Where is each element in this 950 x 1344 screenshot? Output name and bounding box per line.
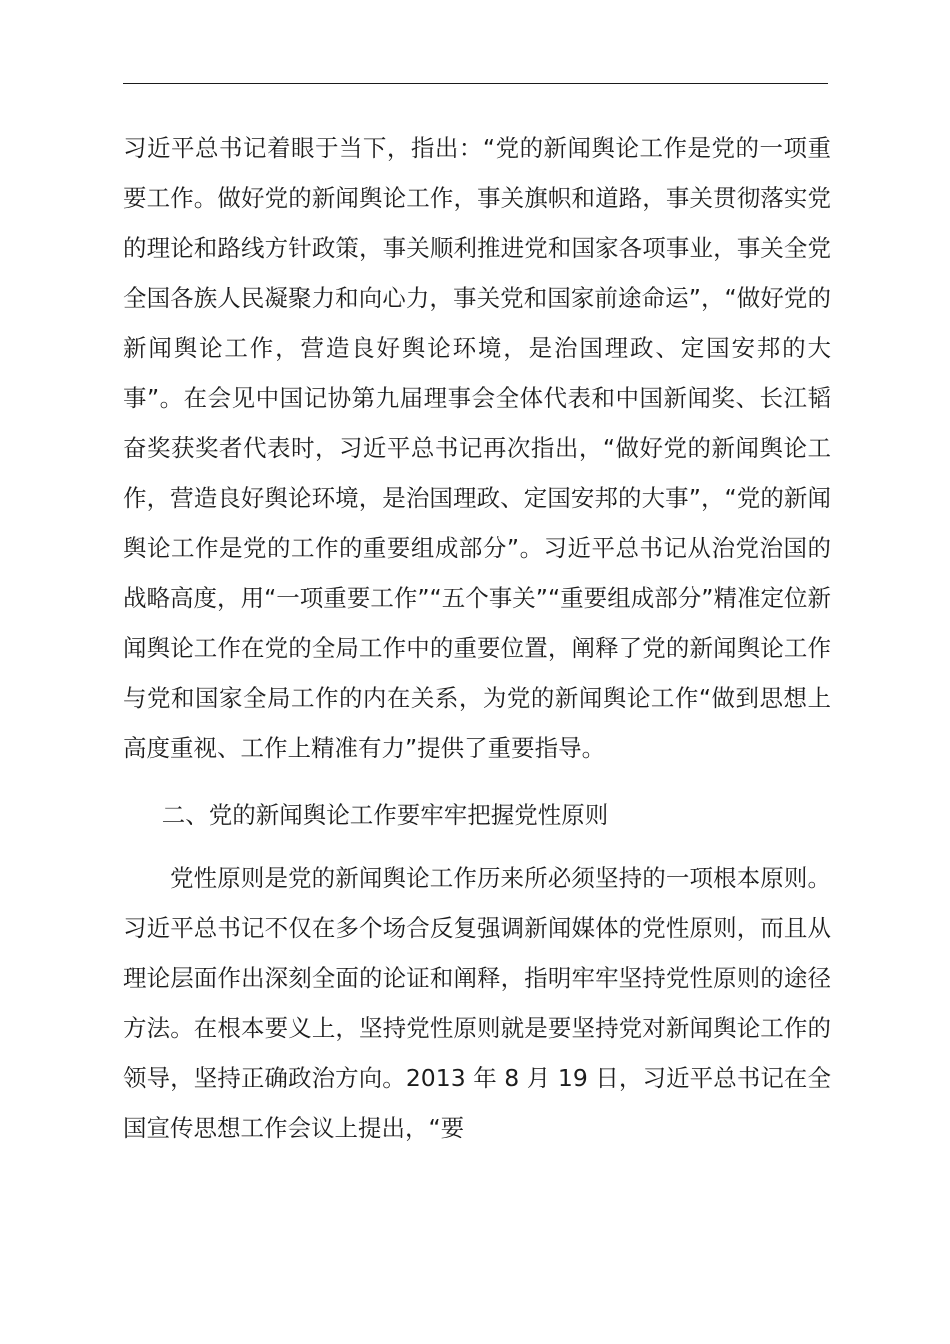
document-body <box>123 123 831 1153</box>
section-heading: 二、党的新闻舆论工作要牢牢把握党性原则 <box>161 801 609 829</box>
paragraph-party-principle: 党性原则是党的新闻舆论工作历来所必须坚持的一项根本原则。习近平总书记不仅在多个场合反复强调新闻媒体的党性原则，而且从理论层面作出深刻全面的论证和阐释，指明牢牢坚持党性原则的途径方法。在根本要义上，坚持党性原则就是要坚持党对新闻舆论工作的领导，坚持正确政治方向。2013 年 8 月 19 日，习近平总书记在全国宣传思想工作会议上提出，“要 <box>123 864 831 1142</box>
paragraph-intro: 习近平总书记着眼于当下，指出：“党的新闻舆论工作是党的一项重要工作。做好党的新闻舆论工作，事关旗帜和道路，事关贯彻落实党的理论和路线方针政策，事关顺利推进党和国家各项事业，事关全党全国各族人民凝聚力和向心力，事关党和国家前途命运”，“做好党的新闻舆论工作，营造良好舆论环境，是治国理政、定国安邦的大事”。在会见中国记协第九届理事会全体代表和中国新闻奖、长江韬奋奖获奖者代表时，习近平总书记再次指出，“做好党的新闻舆论工作，营造良好舆论环境，是治国理政、定国安邦的大事”，“党的新闻舆论工作是党的工作的重要组成部分”。习近平总书记从治党治国的战略高度，用“一项重要工作”“五个事关”“重要组成部分”精准定位新闻舆论工作在党的全局工作中的重要位置，阐释了党的新闻舆论工作与党和国家全局工作的内在关系，为党的新闻舆论工作“做到思想上高度重视、工作上精准有力”提供了重要指导。 <box>123 134 831 762</box>
header-rule <box>123 83 828 84</box>
